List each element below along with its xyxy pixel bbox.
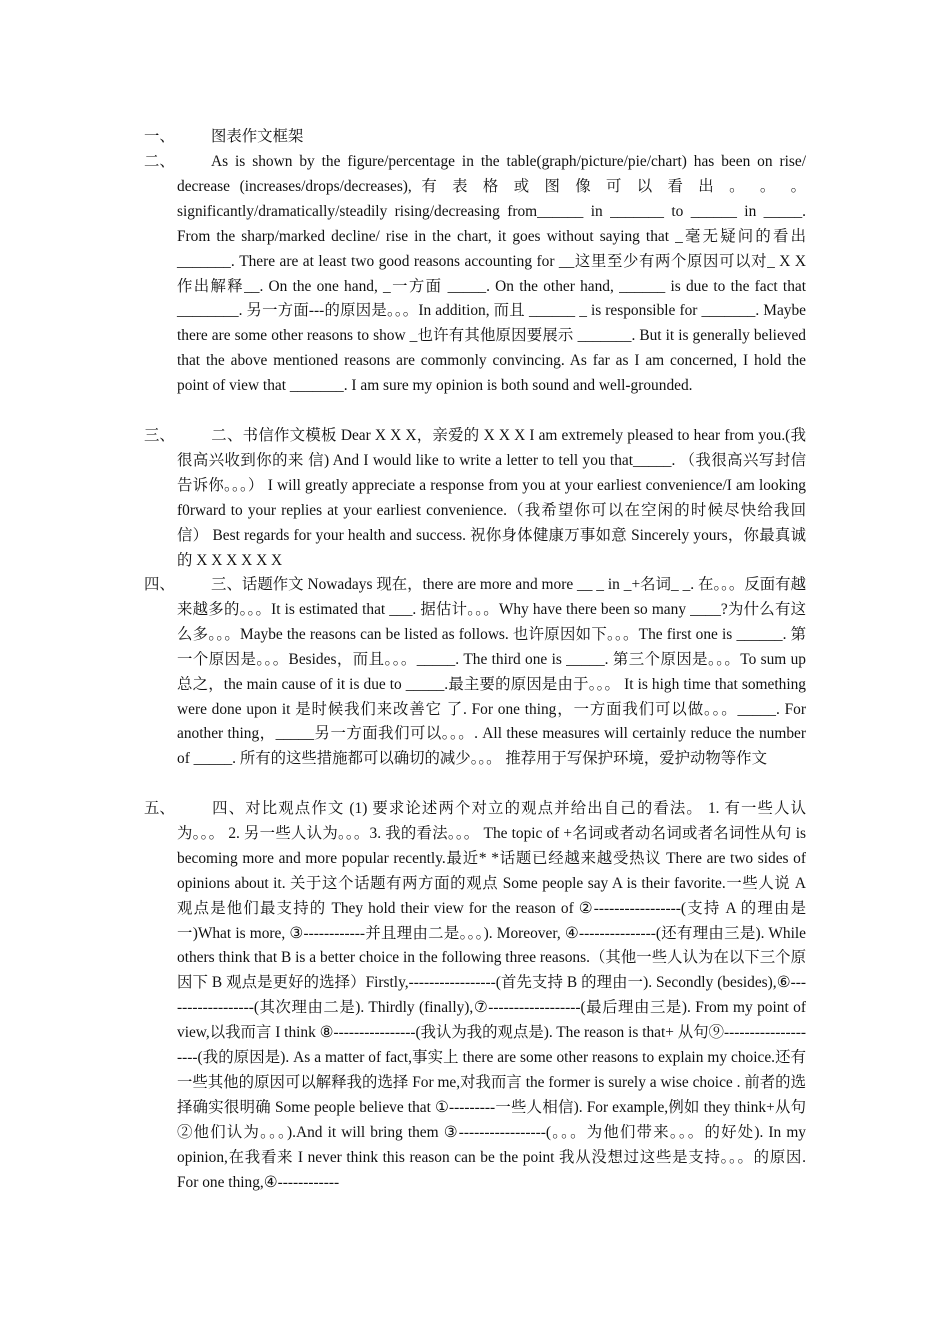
item-text-1: 图表作文框架 [211,128,304,145]
item-marker-2: 二、 [144,153,175,170]
item-text-2: As is shown by the figure/percentage in the table(graph/picture/pie/chart) has been on rise/ decrease (increases/drops/decreases), 有 表 格 或 图 像 可 以 看 出 。 。 。 significantly/dramatically/steadily rising/decreasing from______ in _______ to ______ in _____. From the sharp/marked decline/ rise in the chart, it goes without saying that _毫无疑问的看出_______. There are at least two good reasons accounting for __这里至少有两个原因可以对_ X X 作出解释__. On the one hand, _一方面 _____. On the other hand, ______ is due to the fact that ________. 另一方面---的原因是。。。In addition, 而且 ______ _ is responsible for _______. Maybe there are some other reasons to show _也许有其他原因要展示 _______. But it is generally believed that the above mentioned reasons are commonly convincing. As far as I am concerned, I hold the point of view that _______. I am sure my opinion is both sound and well-grounded. [177,153,806,395]
item-marker-5: 五、 [144,800,175,817]
item-text-4: 三、话题作文 Nowadays 现在，there are more and more __ _ in _+名词_ _. 在。。。反面有越来越多的。。。It is estimated that ___. 据估计。。。Why have there been so many ____?为什么有这么多。。。Maybe the reasons can be listed as follows. 也许原因如下。。。The first one is ______. 第一个原因是。。。Besides，而且。。。_____. The third one is _____. 第三个原因是。。。To sum up 总之，the main cause of it is due to _____.最主要的原因是由于。。。 It is high time that something were done upon it 是时候我们来改善它 了. For one thing，一方面我们可以做。。。_____. For another thing，_____另一方面我们可以。。。. All these measures will certainly reduce the number of _____. 所有的这些措施都可以确切的减少。。。 推荐用于写保护环境，爱护动物等作文 [177,576,806,768]
item-text-3: 二、书信作文模板 Dear X X X，亲爱的 X X X I am extremely pleased to hear from you.(我很高兴收到你的来 信) And I would like to write a letter to tell you that_____. （我很高兴写封信告诉你。。。） I will greatly appreciate a response from you at your earliest convenience/I am looking f0rward to your replies at your earliest convenience.（我希望你可以在空闲的时候尽快给我回信） Best regards for your health and success. 祝你身体健康万事如意 Sincerely yours，你最真诚的 X X X X X X [177,427,806,569]
contrast-opinion-paragraph [177,797,806,1196]
item-text-5: 四、对比观点作文 (1) 要求论述两个对立的观点并给出自己的看法。 1. 有一些人认为。。。 2. 另一些人认为。。。3. 我的看法。。。 The topic of +名词或者动名词或者名词性从句 is becoming more and more popular recently.最近* *话题已经越来越受热议 There are two sides of opinions about it. 关于这个话题有两方面的观点 Some people say A is their favorite.一些人说 A 观点是他们最支持的 They hold their view for the reason of ②-----------------(支持 A 的理由是一)What is more, ③------------并且理由二是。。。). Moreover, ④---------------(还有理由三是). While others think that B is a better choice in the following three reasons.（其他一些人认为在以下三个原因下 B 观点是更好的选择）Firstly,-----------------(首先支持 B 的理由一). Secondly (besides),⑥------------------(其次理由二是). Thirdly (finally),⑦------------------(最后理由三是). From my point of view,以我而言 I think ⑧----------------(我认为我的观点是). The reason is that+ 从句⑨--------------------(我的原因是). As a matter of fact,事实上 there are some other reasons to explain my choice.还有一些其他的原因可以解释我的选择 For me,对我而言 the former is surely a wise choice . 前者的选择确实很明确 Some people believe that ①---------一些人相信). For example,例如 they think+从句 ②他们认为。。。).And it will bring them ③-----------------(。。。为他们带来。。。的好处). In my opinion,在我看来 I never think this reason can be the point 我从没想过这些是支持。。。的原因. For one thing,④------------ [177,800,806,1191]
topic-essay-paragraph [177,573,806,772]
item-marker-1: 一、 [144,128,175,145]
item-marker-3: 三、 [144,427,175,444]
item-marker-4: 四、 [144,576,175,593]
section-heading-chart-framework [177,125,806,150]
chart-essay-paragraph [177,150,806,399]
letter-template-paragraph [177,424,806,573]
